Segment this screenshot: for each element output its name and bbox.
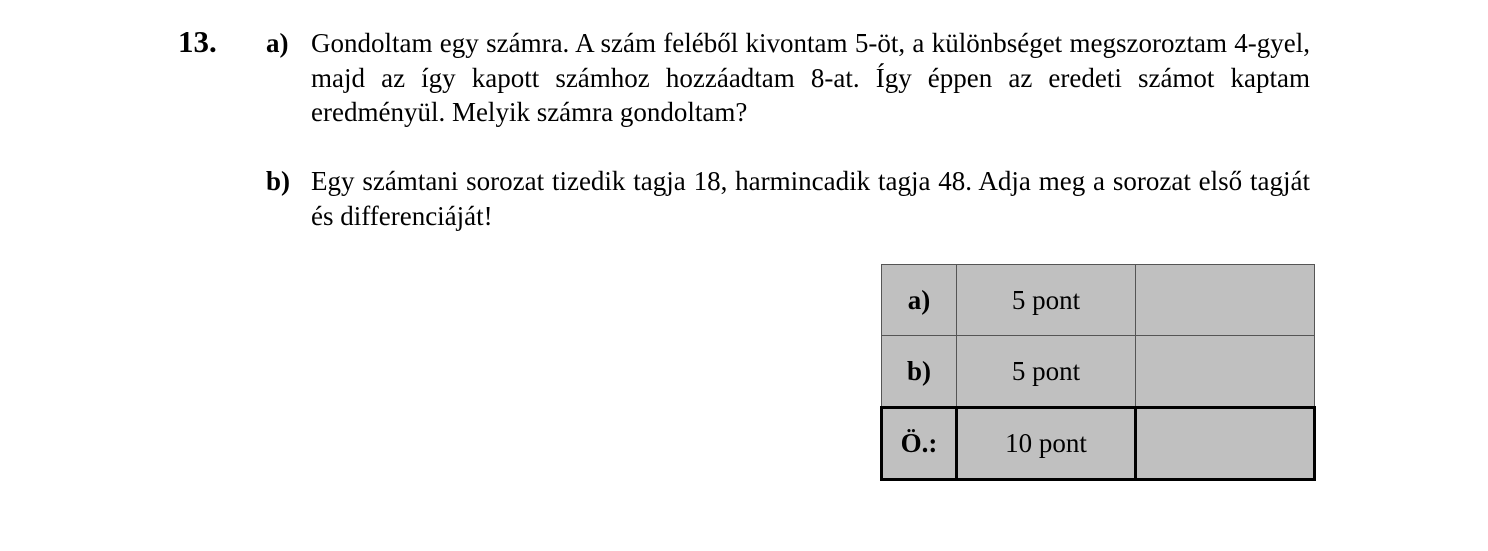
part-a [266,26,1310,130]
score-row-points: 5 pont [957,265,1136,336]
score-row-points: 10 pont [957,408,1136,480]
score-row-a [882,265,1315,336]
score-row-label: b) [882,336,957,408]
score-row-label: a) [882,265,957,336]
part-b-label: b) [266,166,291,196]
part-a-text: Gondoltam egy számra. A szám feléből kivontam 5-öt, a különbséget megszoroztam 4-gyel, majd az így kapott számhoz hozzáadtam 8-at. Így éppen az eredeti számot kaptam eredményül. Melyik számra gondoltam? [311,28,1310,127]
score-row-points: 5 pont [957,336,1136,408]
score-row-total [882,408,1315,480]
part-a-label: a) [266,28,289,58]
part-b-text: Egy számtani sorozat tizedik tagja 18, harmincadik tagja 48. Adja meg a sorozat első tagját és differenciáját! [311,166,1310,231]
score-row-score-cell[interactable] [1136,336,1315,408]
score-row-b [882,336,1315,408]
part-b [266,164,1310,233]
problem-number: 13. [178,24,217,59]
score-table [880,264,1316,481]
score-row-score-cell[interactable] [1136,408,1315,480]
score-row-label: Ö.: [882,408,957,480]
score-row-score-cell[interactable] [1136,265,1315,336]
